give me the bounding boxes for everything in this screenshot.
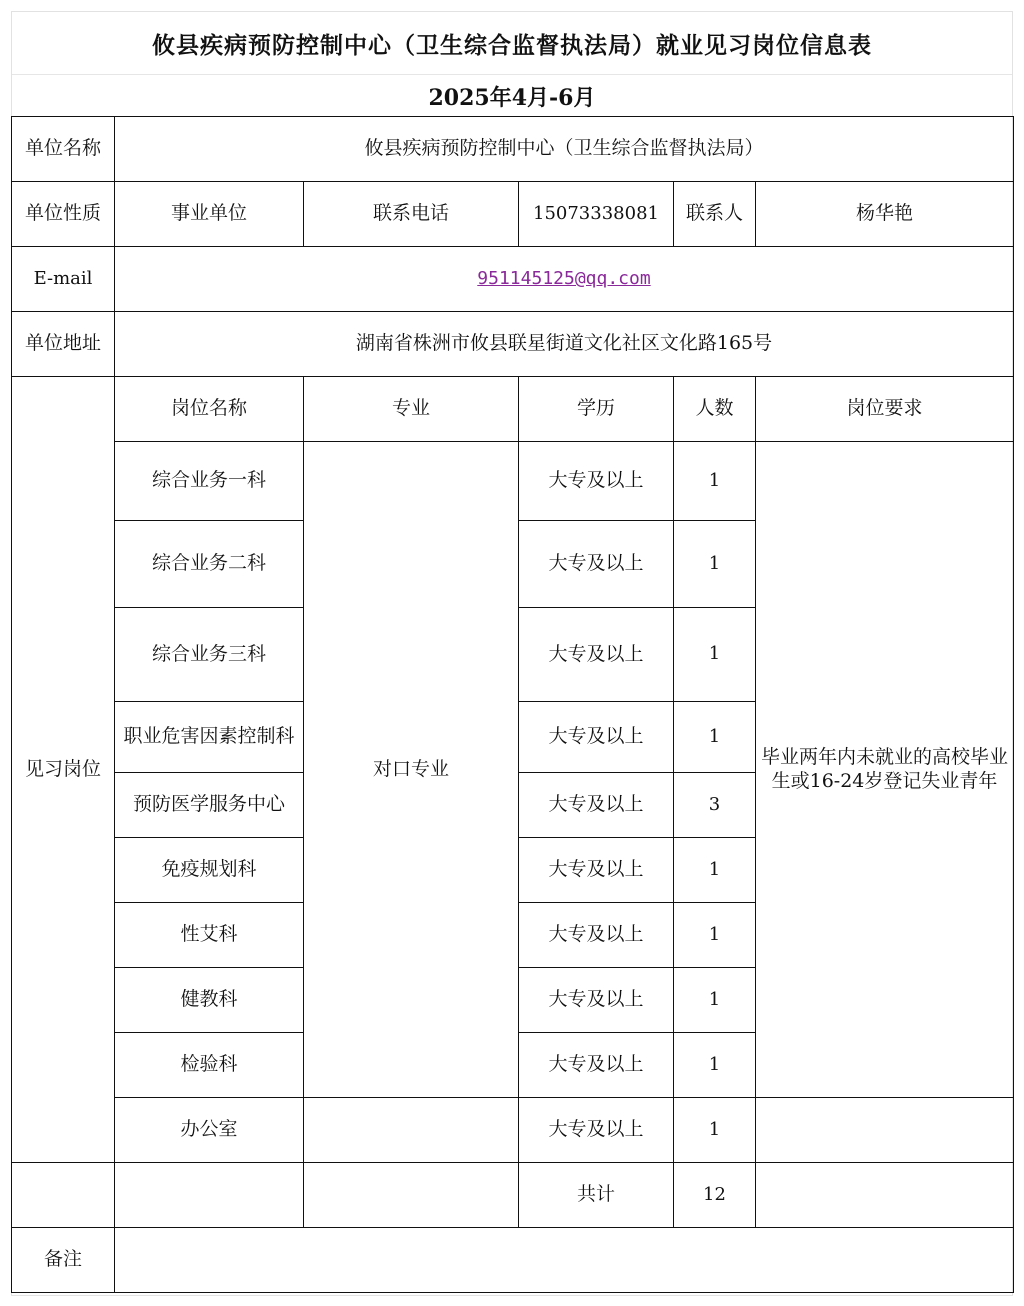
contact-value: 杨华艳 bbox=[756, 182, 1014, 247]
unit-type-row bbox=[12, 182, 1014, 247]
email-cell bbox=[115, 247, 1014, 312]
total-empty-2 bbox=[115, 1163, 304, 1228]
position-education: 大专及以上 bbox=[519, 1033, 674, 1098]
unit-name-row bbox=[12, 117, 1014, 182]
table-row bbox=[12, 442, 1014, 521]
remarks-value bbox=[115, 1228, 1014, 1293]
position-education: 大专及以上 bbox=[519, 838, 674, 903]
total-empty-1 bbox=[12, 1163, 115, 1228]
header-count: 人数 bbox=[674, 377, 756, 442]
unit-name-value: 攸县疾病预防控制中心（卫生综合监督执法局） bbox=[115, 117, 1014, 182]
position-education: 大专及以上 bbox=[519, 442, 674, 521]
position-count: 1 bbox=[674, 442, 756, 521]
position-count: 1 bbox=[674, 608, 756, 702]
address-row bbox=[12, 312, 1014, 377]
remarks-row bbox=[12, 1228, 1014, 1293]
position-count: 1 bbox=[674, 702, 756, 773]
requirement-value: 毕业两年内未就业的高校毕业生或16-24岁登记失业青年 bbox=[756, 442, 1014, 1098]
position-name: 综合业务三科 bbox=[115, 608, 304, 702]
total-value: 12 bbox=[674, 1163, 756, 1228]
phone-label: 联系电话 bbox=[304, 182, 519, 247]
office-requirement-empty bbox=[756, 1098, 1014, 1163]
position-education: 大专及以上 bbox=[519, 702, 674, 773]
email-label: E-mail bbox=[12, 247, 115, 312]
position-education: 大专及以上 bbox=[519, 903, 674, 968]
address-label: 单位地址 bbox=[12, 312, 115, 377]
position-name: 预防医学服务中心 bbox=[115, 773, 304, 838]
email-link[interactable]: 951145125@qq.com bbox=[477, 268, 651, 290]
major-value: 对口专业 bbox=[304, 442, 519, 1098]
position-name: 职业危害因素控制科 bbox=[115, 702, 304, 773]
position-count: 1 bbox=[674, 1033, 756, 1098]
position-count: 1 bbox=[674, 521, 756, 608]
position-name: 办公室 bbox=[115, 1098, 304, 1163]
position-education: 大专及以上 bbox=[519, 521, 674, 608]
header-requirement: 岗位要求 bbox=[756, 377, 1014, 442]
table-row bbox=[12, 1098, 1014, 1163]
address-value: 湖南省株洲市攸县联星街道文化社区文化路165号 bbox=[115, 312, 1014, 377]
position-name: 检验科 bbox=[115, 1033, 304, 1098]
total-empty-4 bbox=[756, 1163, 1014, 1228]
position-count: 1 bbox=[674, 903, 756, 968]
header-major: 专业 bbox=[304, 377, 519, 442]
total-empty-3 bbox=[304, 1163, 519, 1228]
unit-type-value: 事业单位 bbox=[115, 182, 304, 247]
positions-header-row bbox=[12, 377, 1014, 442]
position-education: 大专及以上 bbox=[519, 608, 674, 702]
position-education: 大专及以上 bbox=[519, 773, 674, 838]
header-education: 学历 bbox=[519, 377, 674, 442]
positions-section-label: 见习岗位 bbox=[12, 377, 115, 1163]
position-info-table bbox=[11, 116, 1014, 1293]
position-name: 性艾科 bbox=[115, 903, 304, 968]
unit-type-label: 单位性质 bbox=[12, 182, 115, 247]
office-major-empty bbox=[304, 1098, 519, 1163]
total-row bbox=[12, 1163, 1014, 1228]
position-count: 1 bbox=[674, 968, 756, 1033]
position-count: 3 bbox=[674, 773, 756, 838]
unit-name-label: 单位名称 bbox=[12, 117, 115, 182]
total-label: 共计 bbox=[519, 1163, 674, 1228]
position-count: 1 bbox=[674, 838, 756, 903]
position-count: 1 bbox=[674, 1098, 756, 1163]
position-name: 综合业务二科 bbox=[115, 521, 304, 608]
remarks-label: 备注 bbox=[12, 1228, 115, 1293]
contact-label: 联系人 bbox=[674, 182, 756, 247]
position-education: 大专及以上 bbox=[519, 1098, 674, 1163]
position-name: 健教科 bbox=[115, 968, 304, 1033]
position-name: 免疫规划科 bbox=[115, 838, 304, 903]
position-education: 大专及以上 bbox=[519, 968, 674, 1033]
page-title: 攸县疾病预防控制中心（卫生综合监督执法局）就业见习岗位信息表 bbox=[12, 12, 1012, 75]
period-subtitle: 2025年4月-6月 bbox=[428, 84, 596, 111]
position-name: 综合业务一科 bbox=[115, 442, 304, 521]
email-row bbox=[12, 247, 1014, 312]
header-position-name: 岗位名称 bbox=[115, 377, 304, 442]
phone-value: 15073338081 bbox=[519, 182, 674, 247]
